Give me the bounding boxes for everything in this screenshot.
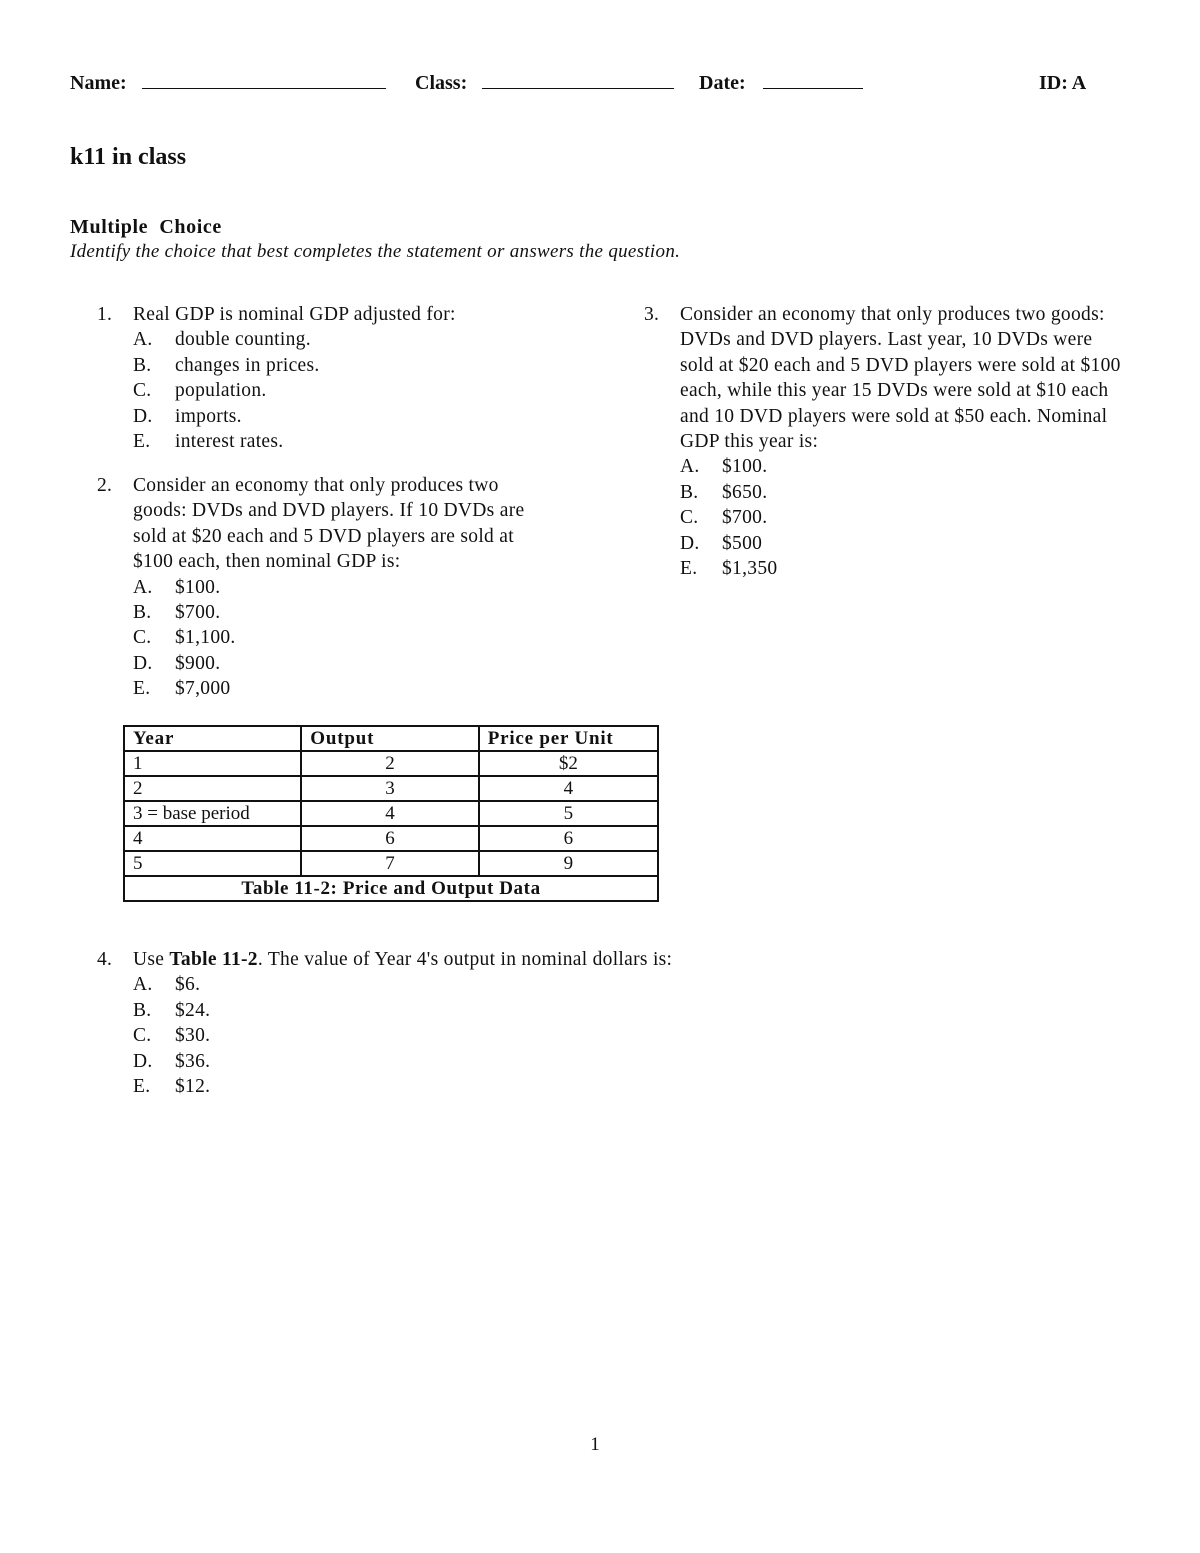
cell-output: 3 [301, 776, 478, 801]
cell-output: 7 [301, 851, 478, 876]
question-stem: Consider an economy that only produces two goods: DVDs and DVD players. Last year, 10 DVDs were sold at $20 each and 5 DVD players were sold at $100 each, while this year 15 DVDs were sold at $10 each and 10 DVD players were sold at $50 each. Nominal GDP this year is: [680, 304, 1121, 453]
question-stem: Consider an economy that only produces two goods: DVDs and DVD players. If 10 DVDs are sold at $20 each and 5 DVD players are sold at $100 each, then nominal GDP is: [133, 475, 525, 573]
class-blank[interactable] [482, 74, 674, 89]
question-number: 3. [644, 304, 660, 325]
table-reference: Table 11-2 [169, 949, 258, 970]
option-a[interactable]: A. double counting. [133, 329, 311, 351]
section-instructions: Identify the choice that best completes the statement or answers the question. [70, 241, 681, 262]
table-row [124, 801, 658, 826]
cell-output: 4 [301, 801, 478, 826]
table-row [124, 751, 658, 776]
question-3 [644, 302, 1144, 581]
table-row [124, 826, 658, 851]
cell-price: 5 [479, 801, 658, 826]
cell-price: 9 [479, 851, 658, 876]
option-a[interactable]: A. $6. [133, 974, 201, 996]
question-1 [97, 302, 597, 454]
option-b[interactable]: B. $650. [680, 481, 768, 503]
cell-price: 6 [479, 826, 658, 851]
cell-year: 1 [124, 751, 301, 776]
cell-year: 5 [124, 851, 301, 876]
table-row [124, 776, 658, 801]
table-caption-row [124, 876, 658, 901]
name-field [70, 72, 386, 95]
class-label: Class: [415, 72, 468, 94]
option-a[interactable]: A. $100. [133, 576, 221, 598]
question-4 [97, 947, 857, 1099]
option-c[interactable]: C. $30. [133, 1025, 211, 1047]
option-d[interactable]: D. $36. [133, 1050, 211, 1072]
option-b[interactable]: B. $24. [133, 999, 211, 1021]
document-title: k11 in class [70, 144, 187, 170]
date-label: Date: [699, 72, 746, 94]
question-2 [97, 473, 537, 702]
cell-year: 2 [124, 776, 301, 801]
cell-output: 6 [301, 826, 478, 851]
option-d[interactable]: D. $900. [133, 652, 221, 674]
date-field [699, 72, 863, 95]
option-c[interactable]: C. population. [133, 380, 267, 402]
question-stem: Real GDP is nominal GDP adjusted for: [133, 304, 456, 325]
date-blank[interactable] [763, 74, 863, 89]
question-number: 2. [97, 475, 113, 496]
option-a[interactable]: A. $100. [680, 456, 768, 478]
option-d[interactable]: D. imports. [133, 405, 242, 427]
option-e[interactable]: E. $7,000 [133, 678, 231, 700]
option-e[interactable]: E. interest rates. [133, 431, 284, 453]
option-c[interactable]: C. $700. [680, 507, 768, 529]
column-header-year: Year [124, 726, 301, 751]
cell-output: 2 [301, 751, 478, 776]
option-d[interactable]: D. $500 [680, 532, 763, 554]
question-number: 1. [97, 304, 113, 325]
page-number: 1 [590, 1434, 600, 1455]
table-caption: Table 11-2: Price and Output Data [124, 876, 658, 901]
cell-year: 4 [124, 826, 301, 851]
option-e[interactable]: E. $1,350 [680, 558, 778, 580]
cell-year: 3 = base period [124, 801, 301, 826]
option-c[interactable]: C. $1,100. [133, 627, 236, 649]
column-header-output: Output [301, 726, 478, 751]
name-blank[interactable] [142, 74, 386, 89]
price-output-table [123, 725, 659, 902]
table-row [124, 851, 658, 876]
table-header-row [124, 726, 658, 751]
question-number: 4. [97, 949, 113, 970]
question-stem: Use Table 11-2. The value of Year 4's output in nominal dollars is: [133, 949, 673, 970]
cell-price: 4 [479, 776, 658, 801]
id-label: ID: A [1039, 72, 1087, 94]
option-b[interactable]: B. changes in prices. [133, 354, 320, 376]
name-label: Name: [70, 72, 127, 94]
class-field [415, 72, 674, 95]
cell-price: $2 [479, 751, 658, 776]
option-e[interactable]: E. $12. [133, 1076, 211, 1098]
option-b[interactable]: B. $700. [133, 602, 221, 624]
section-heading: Multiple Choice [70, 216, 222, 238]
column-header-price: Price per Unit [479, 726, 658, 751]
